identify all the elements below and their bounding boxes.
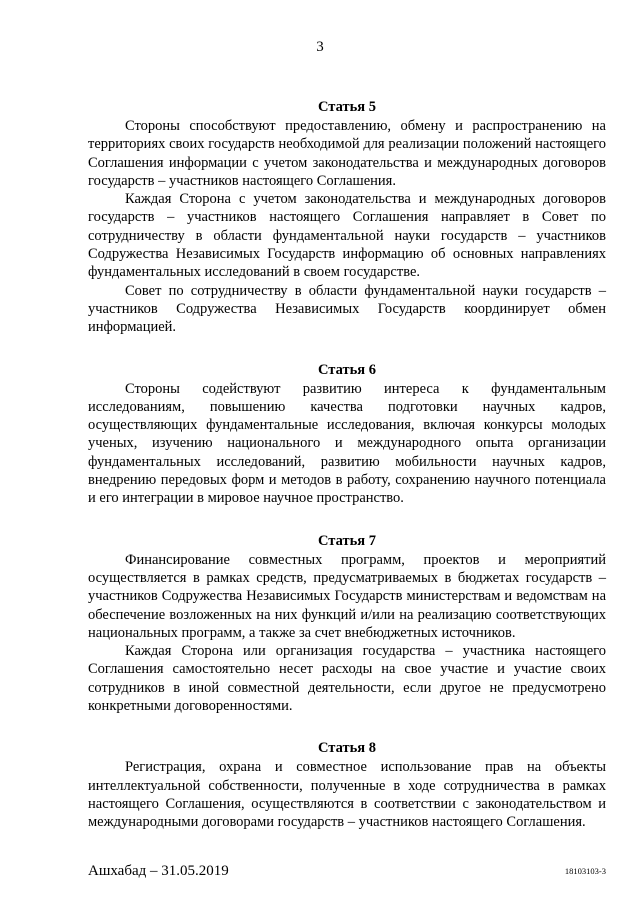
article-paragraph: Каждая Сторона с учетом законодательства и международных договоров государств – участников настоящего Соглашения направляет в Совет по сотрудничеству в области фундаментальной науки государств – участников Содружества Независимых Государств информацию об основных направлениях фундаментальных исследований в своем государстве. — [88, 191, 606, 281]
page-number: 3 — [316, 39, 324, 55]
article-title: Статья 7 — [318, 532, 376, 549]
article-paragraph: Регистрация, охрана и совместное использование прав на объекты интеллектуальной собственности, полученные в ходе сотрудничества в рамках настоящего Соглашения, осуществляются в соответствии с законодательством и международными договорами государств – участников настоящего Соглашения. — [88, 759, 606, 831]
article-title: Статья 8 — [318, 740, 376, 757]
document-body — [88, 98, 606, 856]
article-6 — [88, 361, 606, 508]
article-title: Статья 5 — [318, 99, 376, 115]
article-paragraph: Стороны способствуют предоставлению, обмену и распространению на территориях своих государств необходимой для реализации положений настоящего Соглашения информации с учетом законодательства и международных договоров государств – участников настоящего Соглашения. — [88, 118, 606, 189]
article-paragraph: Финансирование совместных программ, проектов и мероприятий осуществляется в рамках средств, предусматриваемых в бюджетах государств – участников Содружества Независимых Государств министерствам и ведомствам на обеспечение возложенных на них функций и/или на реализацию соответствующих национальных программ, а также за счет внебюджетных источников. — [88, 551, 606, 641]
article-paragraph: Совет по сотрудничеству в области фундаментальной науки государств – участников Содружества Независимых Государств координирует обмен информацией. — [88, 282, 606, 336]
article-7 — [88, 532, 606, 716]
article-8 — [88, 739, 606, 831]
article-paragraph: Каждая Сторона или организация государства – участника настоящего Соглашения самостоятельно несет расходы на свое участие и участие своих сотрудников в иной совместной деятельности, если другое не предусмотрено конкретными договоренностями. — [88, 643, 606, 715]
article-5 — [88, 98, 606, 337]
footer-doc-code: 18103103-3 — [564, 866, 606, 876]
article-title: Статья 6 — [318, 361, 376, 378]
article-paragraph: Стороны содействуют развитию интереса к фундаментальным исследованиям, повышению качества подготовки научных кадров, осуществляющих фундаментальные исследования, включая конкурсы молодых ученых, изучению национального и международного опыта организации фундаментальных исследований, развитию мобильности научных кадров, внедрению передовых форм и методов в работу, сохранению научного потенциала и его интеграции в мировое научное пространство. — [88, 380, 606, 507]
footer-place-date: Ашхабад – 31.05.2019 — [88, 863, 229, 879]
